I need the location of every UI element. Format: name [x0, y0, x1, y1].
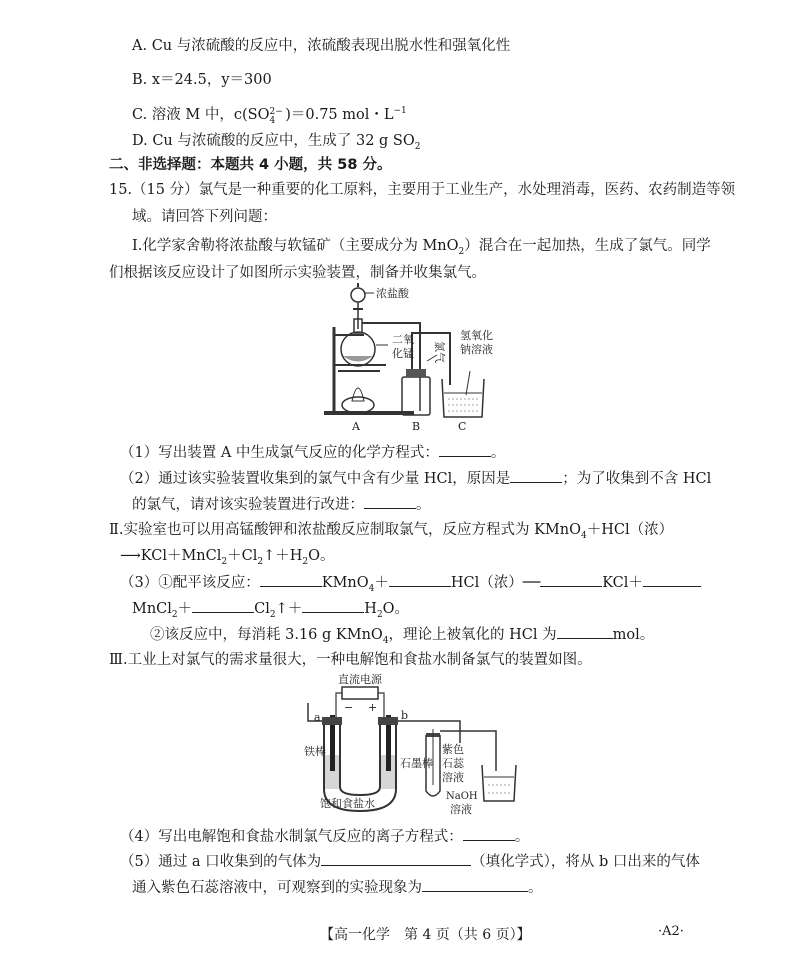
- label-hcl: 浓盐酸: [376, 287, 409, 300]
- label-litmus-3: 溶液: [442, 771, 464, 784]
- flame: [352, 388, 364, 401]
- label-naoh-2: 溶液: [450, 803, 472, 816]
- dc-power-supply: [342, 687, 378, 699]
- label-power: 直流电源: [338, 673, 382, 686]
- gas-bottle-b: [402, 377, 430, 415]
- alcohol-lamp: [342, 397, 374, 413]
- q15-part2-line2: $⟶KCl+MnCl_2+Cl_2↑+H_2O$。: [120, 548, 335, 567]
- q15-intro-line1: 15.（15 分）氯气是一种重要的化工原料，主要用于工业生产，水处理消毒，医药、农药制造等领: [109, 182, 736, 198]
- label-naoh-2: 钠溶液: [460, 343, 493, 356]
- naoh-beaker: [482, 765, 516, 801]
- label-naoh-1: 氢氧化: [460, 329, 493, 342]
- answer-blank[interactable]: [302, 598, 364, 613]
- q15-sub2-line2: 的氯气，请对该实验装置进行改进： 。: [132, 494, 431, 515]
- label-c: C: [458, 420, 467, 433]
- chlorine-apparatus-figure: [320, 283, 520, 433]
- label-brine: 饱和食盐水: [320, 797, 375, 810]
- q15-sub5-line2: 通入紫色石蕊溶液中，可观察到的实验现象为 。: [132, 877, 543, 898]
- option-b: B. x＝24.5，y＝300: [132, 72, 272, 88]
- label-litmus-1: 紫色: [442, 743, 464, 756]
- label-plus: +: [368, 701, 378, 714]
- q15-part1-line2: 们根据该反应设计了如图所示实验装置，制备并收集氯气。: [109, 265, 486, 281]
- answer-blank[interactable]: [389, 572, 451, 587]
- separatory-funnel: [351, 288, 365, 302]
- q15-part3: Ⅲ.工业上对氯气的需求量很大，一种电解饱和食盐水制备氯气的装置如图。: [109, 652, 592, 668]
- q15-intro-line2: 域。请回答下列问题：: [132, 209, 277, 225]
- section-title: 二、非选择题：本题共 4 小题，共 58 分。: [109, 157, 392, 173]
- label-mno2-1: 二氧: [392, 333, 414, 346]
- answer-blank[interactable]: [557, 624, 613, 639]
- page-tag: ·A2·: [658, 924, 684, 939]
- q15-sub2-line1: （2）通过该实验装置收集到的氯气中含有少量 HCl，原因是 ；为了收集到不含 HCl: [120, 468, 711, 489]
- label-b: B: [412, 420, 421, 433]
- q15-part1-line1: Ⅰ.化学家舍勒将浓盐酸与软锰矿（主要成分为 MnO$_2$）混合在一起加热，生成了氯气。同学: [132, 238, 711, 257]
- page-footer: 【高一化学 第 4 页（共 6 页）】: [320, 927, 531, 943]
- label-cl2: 氯气: [433, 341, 446, 363]
- q15-sub5-line1: （5）通过 a 口收集到的气体为 （填化学式），将从 b 口出来的气体: [120, 851, 700, 872]
- answer-blank[interactable]: [510, 468, 562, 483]
- answer-blank[interactable]: [439, 442, 491, 457]
- label-a: A: [352, 420, 360, 433]
- answer-blank[interactable]: [540, 572, 602, 587]
- q15-part2-line1: Ⅱ.实验室也可以用高锰酸钾和浓盐酸反应制取氯气，反应方程式为 KMnO$_4$＋HCl（浓）: [109, 522, 674, 541]
- label-b-port: b: [401, 709, 409, 722]
- answer-blank[interactable]: [364, 494, 416, 509]
- q15-sub3-part2: ②该反应中，每消耗 3.16 g KMnO$_4$，理论上被氧化的 HCl 为 mol。: [150, 624, 654, 651]
- answer-blank[interactable]: [192, 598, 254, 613]
- q15-sub4: （4）写出电解饱和食盐水制氯气反应的离子方程式： 。: [120, 826, 529, 847]
- q15-sub3-line1: （3）①配平该反应： KMnO$_4$＋ HCl（浓）── KCl＋: [120, 572, 701, 599]
- label-a-port: a: [314, 711, 321, 724]
- label-minus: −: [344, 701, 354, 714]
- q15-sub1: （1）写出装置 A 中生成氯气反应的化学方程式： 。: [120, 442, 505, 463]
- option-a: A. Cu 与浓硫酸的反应中，浓硫酸表现出脱水性和强氧化性: [132, 38, 511, 54]
- q15-sub3-line2: MnCl$_2$＋ $Cl_2↑+ H_2O$。: [132, 598, 409, 625]
- answer-blank[interactable]: [463, 826, 515, 841]
- label-mno2-2: 化锰: [392, 347, 414, 360]
- outlet-b: [398, 721, 460, 743]
- option-c: C. 溶液 M 中，c(SO 2− $_4$ )＝0.75 mol・$L^{-1}$: [132, 106, 407, 126]
- label-litmus-2: 石蕊: [442, 757, 464, 770]
- label-graphite: 石墨棒: [400, 757, 433, 770]
- answer-blank[interactable]: [260, 572, 322, 587]
- label-iron: 铁棒: [304, 745, 326, 758]
- answer-blank[interactable]: [643, 572, 701, 587]
- answer-blank[interactable]: [321, 851, 471, 866]
- answer-blank[interactable]: [422, 877, 528, 892]
- label-naoh-1: NaOH: [446, 791, 478, 802]
- electrolysis-apparatus-figure: [300, 673, 530, 821]
- option-d: D. Cu 与浓硫酸的反应中，生成了 32 g $SO_2$: [132, 133, 421, 152]
